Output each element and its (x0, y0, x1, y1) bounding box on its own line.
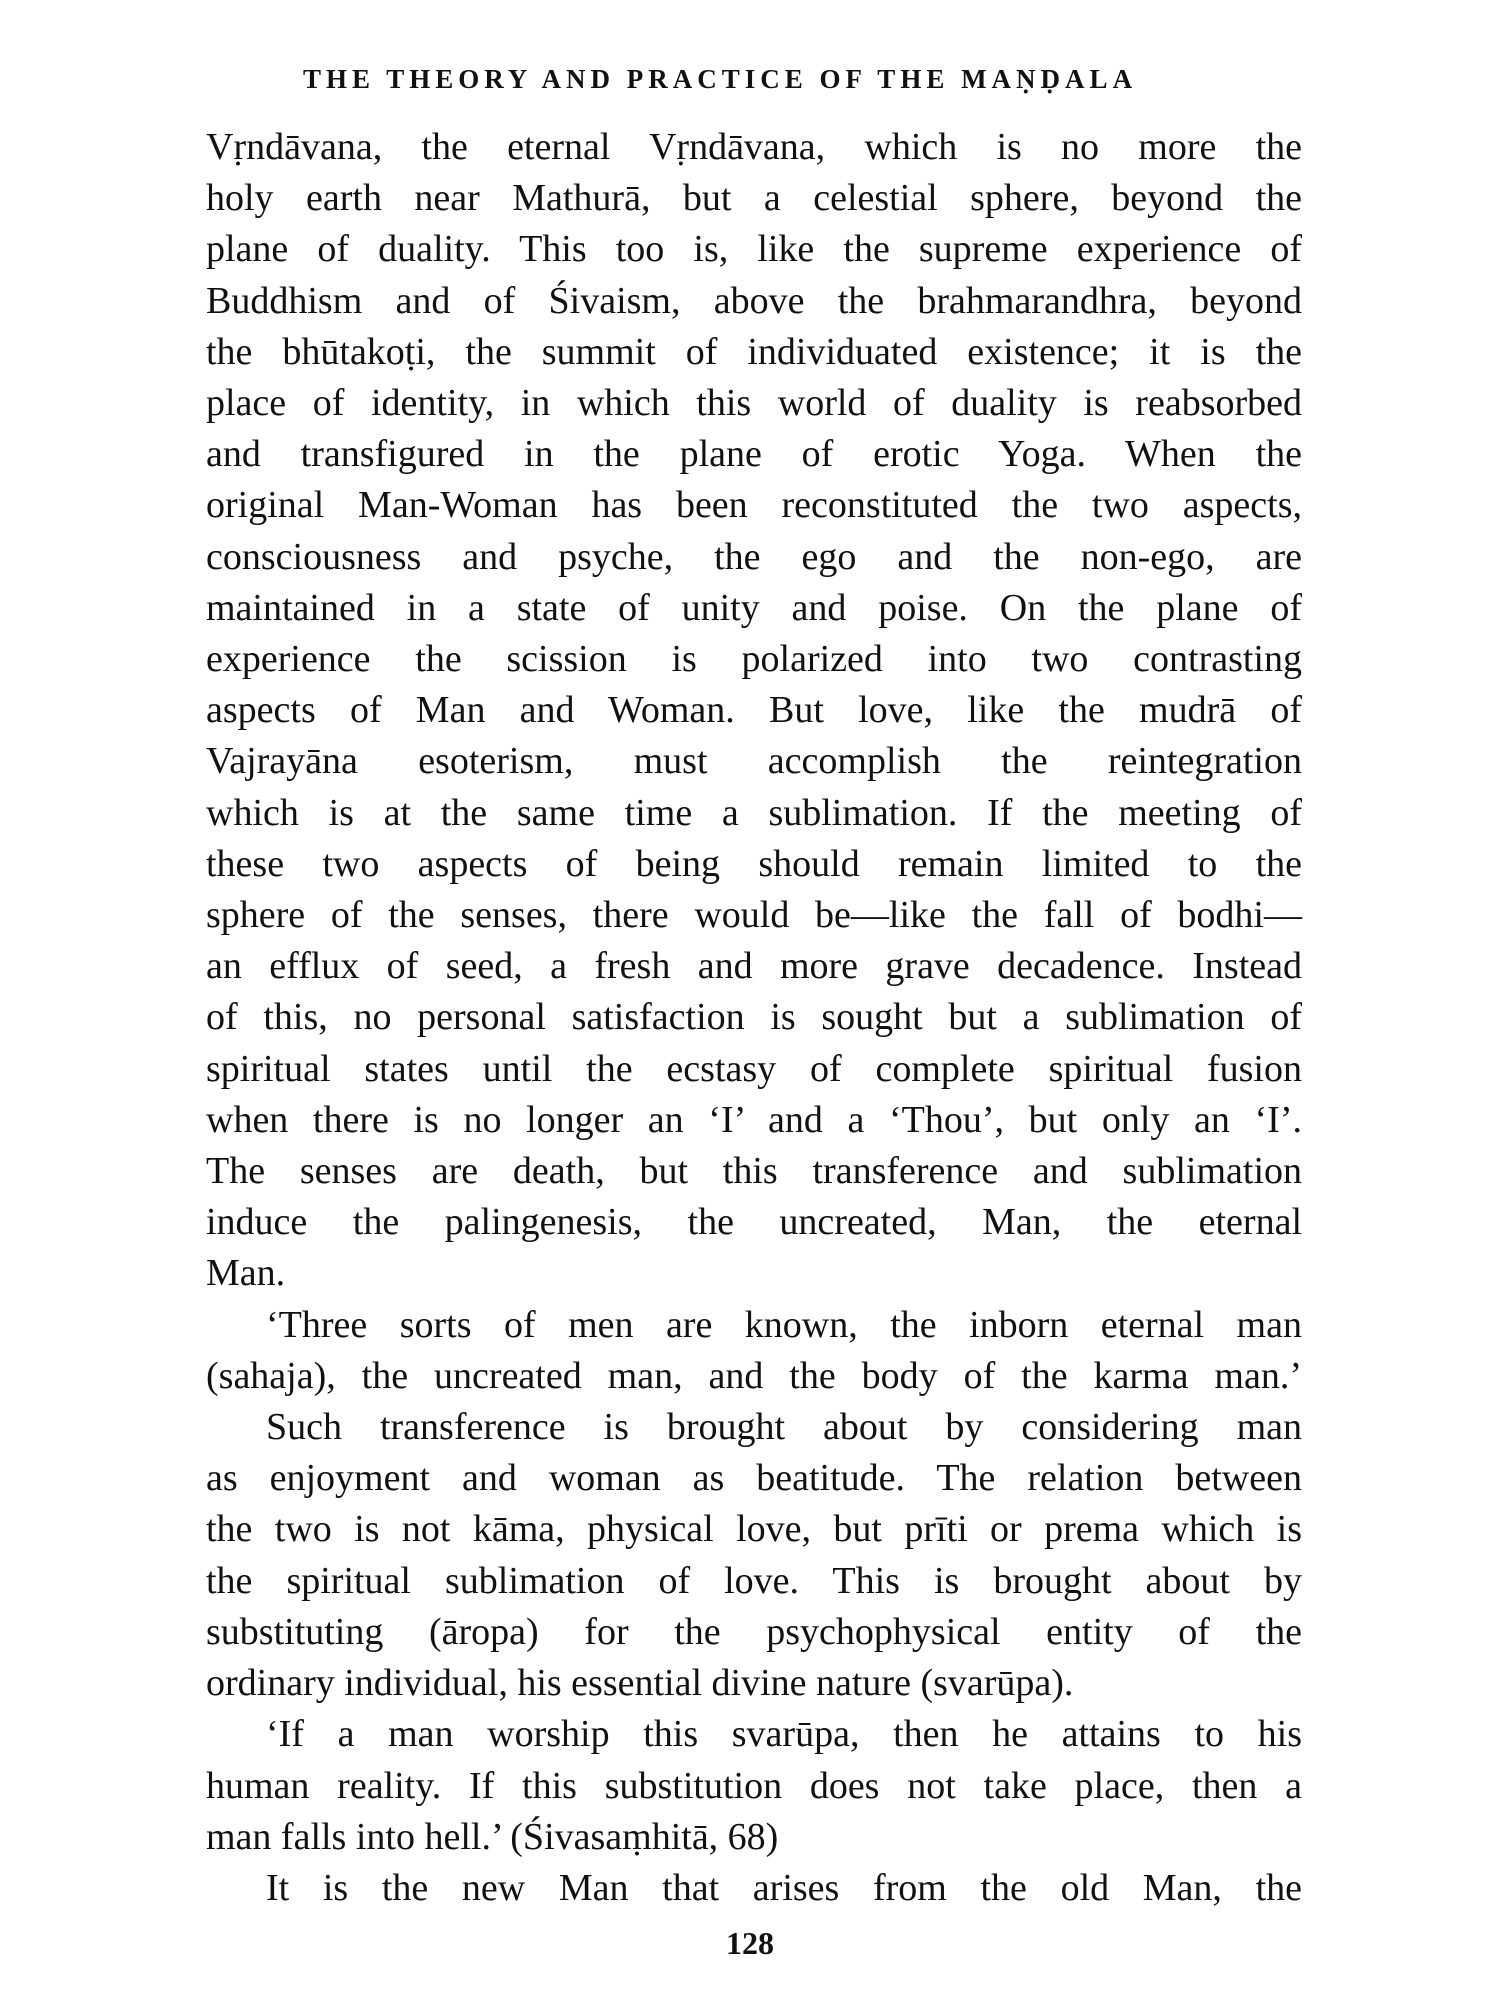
paragraph-3 (206, 1402, 1302, 1709)
text-line: Vajrayāna esoterism, must accomplish the reintegration (206, 740, 1302, 783)
text-line: sphere of the senses, there would be—like the fall of bodhi— (206, 894, 1302, 937)
running-head: THE THEORY AND PRACTICE OF THE MAṆḌALA (302, 64, 1138, 94)
text-line: plane of duality. This too is, like the supreme experience of (206, 228, 1302, 271)
text-line: maintained in a state of unity and poise. On the plane of (206, 586, 1302, 629)
text-line: spiritual states until the ecstasy of complete spiritual fusion (206, 1047, 1302, 1090)
text-line: ordinary individual, his essential divine nature (svarūpa). (206, 1662, 1074, 1705)
text-line: experience the scission is polarized into two contrasting (206, 638, 1302, 681)
text-line: induce the palingenesis, the uncreated, Man, the eternal (206, 1201, 1302, 1244)
text-line: aspects of Man and Woman. But love, like the mudrā of (206, 689, 1302, 732)
text-line: original Man-Woman has been reconstituted the two aspects, (206, 484, 1302, 527)
text-line: these two aspects of being should remain limited to the (206, 842, 1302, 885)
text-line: Such transference is brought about by considering man (266, 1406, 1302, 1449)
text-line: place of identity, in which this world of duality is reabsorbed (206, 382, 1302, 425)
text-line: of this, no personal satisfaction is sought but a sublimation of (206, 996, 1302, 1039)
text-line: ‘If a man worship this svarūpa, then he attains to his (266, 1713, 1302, 1756)
text-line: when there is no longer an ‘I’ and a ‘Thou’, but only an ‘I’. (206, 1098, 1302, 1141)
page-number: 128 (726, 1925, 774, 1961)
text-line: as enjoyment and woman as beatitude. The relation between (206, 1457, 1302, 1500)
paragraph-5 (206, 1863, 1302, 1914)
paragraph-4 (206, 1709, 1302, 1863)
text-line: Man. (206, 1252, 286, 1295)
text-line: human reality. If this substitution does not take place, then a (206, 1764, 1302, 1807)
text-line: the bhūtakoṭi, the summit of individuated existence; it is the (206, 330, 1302, 373)
body-text (206, 122, 1302, 1914)
text-line: Buddhism and of Śivaism, above the brahmarandhra, beyond (206, 279, 1302, 322)
text-line: holy earth near Mathurā, but a celestial sphere, beyond the (206, 177, 1302, 220)
text-line: The senses are death, but this transference and sublimation (206, 1150, 1302, 1193)
paragraph-1 (206, 122, 1302, 1300)
text-line: the two is not kāma, physical love, but prīti or prema which is (206, 1508, 1302, 1551)
text-line: It is the new Man that arises from the old Man, the (266, 1866, 1302, 1909)
text-line: (sahaja), the uncreated man, and the body of the karma man.’ (206, 1354, 1302, 1397)
paragraph-2 (206, 1300, 1302, 1402)
text-line: and transfigured in the plane of erotic Yoga. When the (206, 433, 1302, 476)
text-line: Vṛndāvana, the eternal Vṛndāvana, which is no more the (206, 126, 1302, 168)
text-line: ‘Three sorts of men are known, the inborn eternal man (266, 1303, 1302, 1346)
text-line: man falls into hell.’ (Śivasaṃhitā, 68) (206, 1815, 779, 1858)
text-line: consciousness and psyche, the ego and the non-ego, are (206, 535, 1302, 578)
text-line: substituting (āropa) for the psychophysical entity of the (206, 1610, 1302, 1653)
text-line: which is at the same time a sublimation. If the meeting of (206, 791, 1302, 834)
text-line: an efflux of seed, a fresh and more grave decadence. Instead (206, 945, 1302, 988)
text-line: the spiritual sublimation of love. This is brought about by (206, 1559, 1302, 1602)
